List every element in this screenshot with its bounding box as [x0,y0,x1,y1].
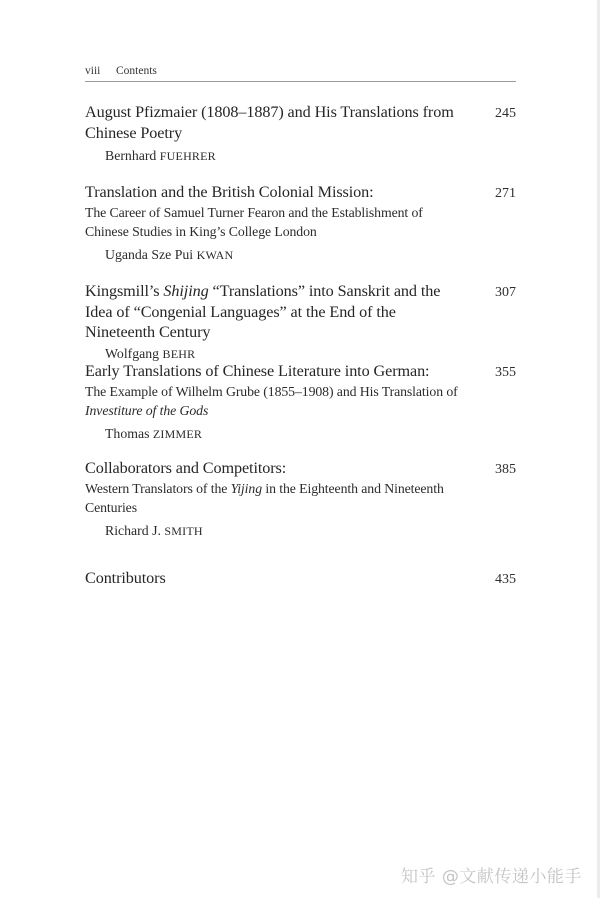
author-given-name: Richard J. [105,522,161,538]
author-family-name: BEHR [162,346,196,361]
page-number: 307 [495,285,516,300]
author-family-name: KWAN [196,247,234,262]
subtitle-text: The Example of Wilhelm Grube (1855–1908) and His Translation of [85,383,458,399]
subtitle-italic-text: Investiture of the Gods [85,403,209,418]
page-number: 435 [495,572,516,587]
chapter-author [85,147,468,165]
subtitle-text: Western Translators of the [85,480,231,496]
subtitle-text: in the Eighteenth and Nineteenth Centuries [85,480,444,515]
chapter-author [85,522,468,540]
chapter-subtitle [85,479,468,518]
title-italic-text: Shijing [163,282,209,300]
title-text: “Translations” into Sanskrit and the Idea of “Congenial Languages” at the End of the Nineteenth Century [85,282,441,341]
page-number: 245 [495,106,516,121]
chapter-title: Translation and the British Colonial Mission: [85,183,374,201]
chapter-subtitle: The Career of Samuel Turner Fearon and the Establishment of Chinese Studies in King’s College London [85,204,423,239]
contributors-label: Contributors [85,569,166,587]
chapter-title: August Pfizmaier (1808–1887) and His Translations from Chinese Poetry [85,103,454,142]
author-given-name: Bernhard [105,148,157,163]
running-head [85,64,516,82]
chapter-title [85,281,468,343]
page-number: 355 [495,365,516,380]
chapter-title: Collaborators and Competitors: [85,459,287,477]
watermark-text: 知乎 @文献传递小能手 [401,867,582,887]
page-folio: viii [85,65,101,77]
chapter-author [85,246,468,264]
title-text: Kingsmill’s [85,282,164,300]
running-head-section: Contents [116,65,157,77]
toc-entry[interactable] [85,458,516,568]
author-given-name: Uganda Sze Pui [105,246,194,262]
toc-entry[interactable] [85,281,516,361]
chapter-subtitle [85,382,468,421]
author-given-name: Thomas [105,425,150,441]
page-number: 271 [495,186,516,201]
toc-entry[interactable] [85,102,516,182]
toc-entry-contributors[interactable] [85,568,516,592]
page-number: 385 [495,462,516,477]
author-family-name: ZIMMER [152,426,203,441]
subtitle-italic-text: Yijing [230,480,262,496]
author-given-name: Wolfgang [105,345,160,361]
chapter-author [85,345,468,363]
author-family-name: SMITH [164,523,203,538]
toc-entry[interactable] [85,361,516,458]
toc-entry[interactable] [85,182,516,281]
author-family-name: FUEHRER [159,149,216,163]
chapter-title: Early Translations of Chinese Literature into German: [85,362,430,380]
chapter-author [85,425,468,443]
table-of-contents [85,102,516,592]
